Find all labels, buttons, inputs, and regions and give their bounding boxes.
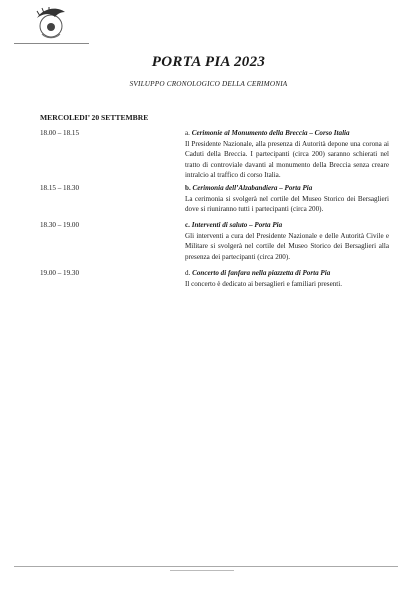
event-time: 18.30 – 19.00 <box>40 221 80 229</box>
event-letter: d. <box>185 269 191 277</box>
event-detail <box>185 268 389 289</box>
footer-divider <box>14 566 398 567</box>
footer-mark <box>170 570 234 571</box>
event-description: Il concerto è dedicato ai bersaglieri e familiari presenti. <box>185 279 342 288</box>
event-description: Gli interventi a cura del Presidente Nazionale e delle Autorità Civile e Militare si svolgerà nel cortile del Museo Storico dei Bersaglieri alla presenza dei partecipanti (circa 200). <box>185 231 389 261</box>
event-title: Cerimonia dell’Alzabandiera – Porta Pia <box>192 184 313 192</box>
event-heading <box>185 183 389 194</box>
event-letter: b. <box>185 184 191 192</box>
event-title: Concerto di fanfara nella piazzetta di Porta Pia <box>192 269 331 277</box>
document-subtitle: SVILUPPO CRONOLOGICO DELLA CERIMONIA <box>129 80 288 88</box>
event-heading <box>185 220 389 231</box>
document-title: PORTA PIA 2023 <box>151 54 266 70</box>
event-letter: a. <box>185 129 190 137</box>
event-heading <box>185 268 389 279</box>
event-description: La cerimonia si svolgerà nel cortile del Museo Storico dei Bersaglieri dove si riuniranno tutti i partecipanti (circa 200). <box>185 194 389 213</box>
header-divider <box>14 43 89 44</box>
event-title: Cerimonie al Monumento della Breccia – Corso Italia <box>191 129 350 137</box>
event-time: 19.00 – 19.30 <box>40 269 80 277</box>
event-title: Interventi di saluto – Porta Pia <box>191 221 283 229</box>
event-detail <box>185 128 389 181</box>
event-detail <box>185 183 389 215</box>
event-time: 18.15 – 18.30 <box>40 184 80 192</box>
event-heading <box>185 128 389 139</box>
day-heading: MERCOLEDI’ 20 SETTEMBRE <box>40 113 149 122</box>
event-detail <box>185 220 389 262</box>
event-time: 18.00 – 18.15 <box>40 129 80 137</box>
event-letter: c. <box>185 221 190 229</box>
event-description: Il Presidente Nazionale, alla presenza di Autorità depone una corona ai Caduti della Breccia. I partecipanti (circa 200) saranno schierati nel tratto di controviale davanti al monumento della Breccia senza creare intralcio al traffico di corso Italia. <box>185 139 389 179</box>
bersaglieri-emblem-logo <box>31 6 71 42</box>
